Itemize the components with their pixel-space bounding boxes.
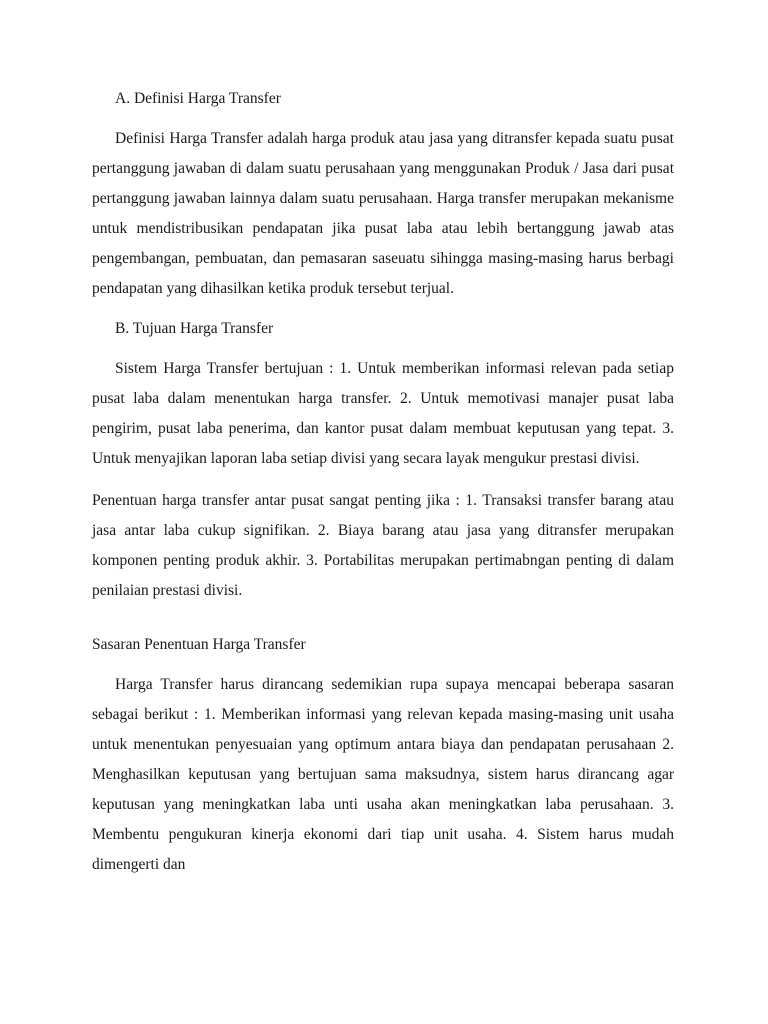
- section-c-paragraph: Harga Transfer harus dirancang sedemikian rupa supaya mencapai beberapa sasaran sebagai berikut : 1. Memberikan informasi yang relevan kepada masing-masing unit usaha untuk menentukan penyesuaian yang optimum antara biaya dan pendapatan perusahaan 2. Menghasilkan keputusan yang bertujuan sama maksudnya, sistem harus dirancang agar keputusan yang meningkatkan laba unti usaha akan meningkatkan laba perusahaan. 3. Membentu pengukuran kinerja ekonomi dari tiap unit usaha. 4. Sistem harus mudah dimengerti dan: [92, 676, 674, 873]
- section-a-heading: A. Definisi Harga Transfer: [115, 90, 281, 107]
- spacer: [92, 474, 674, 486]
- section-b-paragraph-2: Penentuan harga transfer antar pusat sangat penting jika : 1. Transaksi transfer barang atau jasa antar laba cukup signifikan. 2. Biaya barang atau jasa yang ditransfer merupakan komponen penting produk akhir. 3. Portabilitas merupakan pertimabngan penting di dalam penilaian prestasi divisi.: [92, 492, 674, 599]
- section-b-paragraph: Sistem Harga Transfer bertujuan : 1. Untuk memberikan informasi relevan pada setiap pusat laba dalam menentukan harga transfer. 2. Untuk memotivasi manajer pusat laba pengirim, pusat laba penerima, dan kantor pusat dalam membuat keputusan yang tepat. 3. Untuk menyajikan laporan laba setiap divisi yang secara layak mengukur prestasi divisi.: [92, 360, 674, 467]
- document-page: [92, 84, 674, 880]
- section-a-paragraph: Definisi Harga Transfer adalah harga produk atau jasa yang ditransfer kepada suatu pusat pertanggung jawaban di dalam suatu perusahaan yang menggunakan Produk / Jasa dari pusat pertanggung jawaban lainnya dalam suatu perusahaan. Harga transfer merupakan mekanisme untuk mendistribusikan pendapatan jika pusat laba atau lebih bertanggung jawab atas pengembangan, pembuatan, dan pemasaran saseuatu sihingga masing-masing harus berbagi pendapatan yang dihasilkan ketika produk tersebut terjual.: [92, 130, 674, 297]
- section-c-heading: Sasaran Penentuan Harga Transfer: [92, 636, 306, 653]
- spacer: [92, 114, 674, 124]
- spacer: [92, 660, 674, 670]
- spacer: [92, 606, 674, 630]
- section-b-heading: B. Tujuan Harga Transfer: [115, 320, 274, 337]
- spacer: [92, 304, 674, 314]
- spacer: [92, 344, 674, 354]
